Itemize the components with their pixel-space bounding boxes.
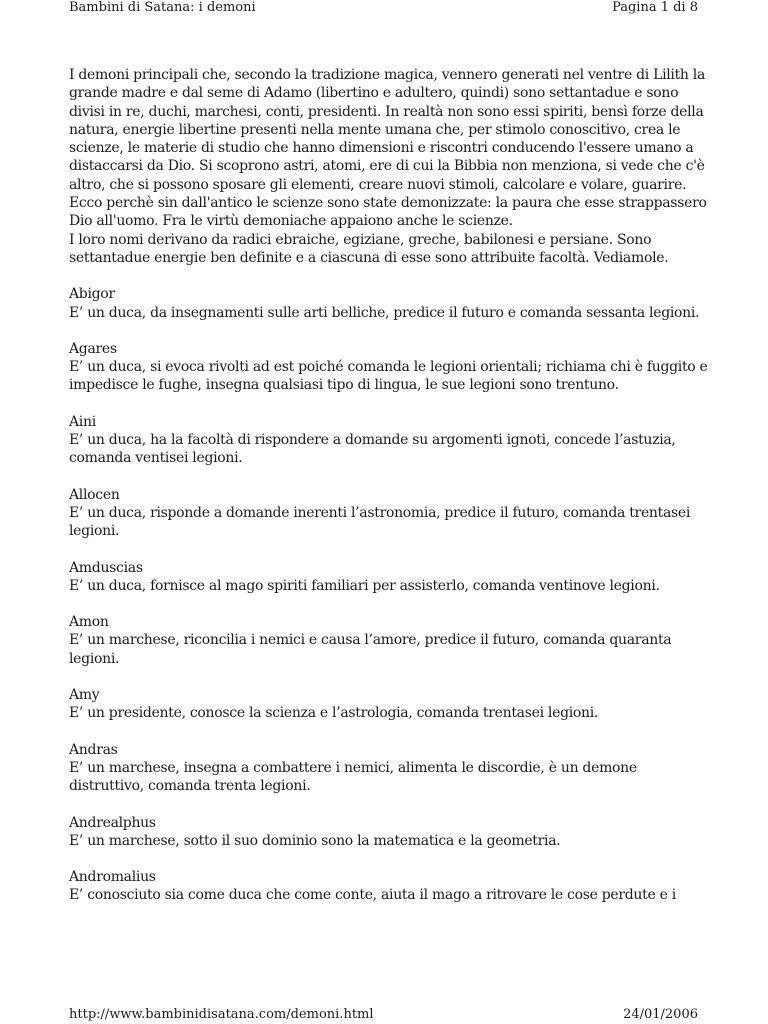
page-header xyxy=(69,0,698,16)
page-number: Pagina 1 di 8 xyxy=(612,0,698,15)
intro-paragraph: I loro nomi derivano da radici ebraiche, egiziane, greche, babilonesi e persiane. Sono settantadue energie ben definite e a ciascuna di esse sono attribuite facoltà. Vediamole. xyxy=(69,231,669,266)
demon-name: Aini xyxy=(69,413,96,430)
demon-description: E’ un duca, ha la facoltà di rispondere a domande su argomenti ignoti, concede l’astuzia, comanda ventisei legioni. xyxy=(69,432,676,467)
demon-entry xyxy=(69,741,709,796)
demon-name: Allocen xyxy=(69,486,120,503)
demon-name: Andrealphus xyxy=(69,814,156,831)
demon-description: E’ un duca, risponde a domande inerenti l’astronomia, predice il futuro, comanda trentasei legioni. xyxy=(69,504,691,540)
demon-description: E’ un marchese, insegna a combattere i nemici, alimenta le discordie, è un demone distruttivo, comanda trenta legioni. xyxy=(69,759,637,795)
page-footer xyxy=(69,1007,698,1023)
demon-description: E’ un presidente, conosce la scienza e l’astrologia, comanda trentasei legioni. xyxy=(69,705,599,722)
demon-description: E’ un marchese, riconcilia i nemici e causa l’amore, predice il futuro, comanda quaranta legioni. xyxy=(69,632,672,667)
demon-description: E’ un duca, si evoca rivolti ad est poiché comanda le legioni orientali; richiama chi è fuggito e impedisce le fughe, insegna qualsiasi tipo di lingua, le sue legioni sono trentuno. xyxy=(69,359,708,394)
intro-paragraph: I demoni principali che, secondo la tradizione magica, vennero generati nel ventre di Lilith la grande madre e dal seme di Adamo (libertino e adultero, quindi) sono settantadue e sono divisi in re, duchi, marchesi, conti, presidenti. In realtà non sono essi spiriti, bensì forze della natura, energie libertine presenti nella mente umana che, per stimolo conoscitivo, crea le scienze, le materie di studio che hanno dimensioni e riscontri conducendo l'essere umano a distaccarsi da Dio. Si scoprono astri, atomi, ere di cui la Bibbia non menziona, si vede che c'è altro, che si possono sposare gli elementi, creare nuovi stimoli, calcolare e volare, guarire. Ecco perchè sin dall'antico le scienze sono state demonizzate: la paura che esse strappassero Dio all'uomo. Fra le virtù demoniache appaiono anche le scienze. xyxy=(69,67,707,230)
demon-description: E’ un duca, fornisce al mago spiriti familiari per assisterlo, comanda ventinove legioni. xyxy=(69,577,660,594)
demon-name: Andras xyxy=(69,741,118,758)
demon-name: Amduscias xyxy=(69,559,143,576)
demon-entry xyxy=(69,686,709,723)
demon-name: Amy xyxy=(69,687,100,704)
document-title: Bambini di Satana: i demoni xyxy=(69,0,256,15)
demon-name: Abigor xyxy=(69,286,115,303)
demon-entry xyxy=(69,285,709,322)
demon-entry xyxy=(69,868,709,905)
source-url[interactable]: http://www.bambinidisatana.com/demoni.html xyxy=(69,1007,374,1022)
demon-description: E’ conosciuto sia come duca che come conte, aiuta il mago a ritrovare le cose perdute e i xyxy=(69,887,676,904)
demon-entry xyxy=(69,413,709,468)
intro-section xyxy=(69,66,709,267)
demon-entry xyxy=(69,814,709,851)
demon-description: E’ un marchese, sotto il suo dominio sono la matematica e la geometria. xyxy=(69,832,561,849)
demon-name: Agares xyxy=(69,340,117,357)
document-body xyxy=(69,66,709,923)
demon-name: Andromalius xyxy=(69,869,156,886)
print-date: 24/01/2006 xyxy=(623,1007,698,1022)
demon-entry xyxy=(69,340,709,395)
demon-entry xyxy=(69,613,709,668)
demon-entry xyxy=(69,559,709,596)
demon-name: Amon xyxy=(69,614,109,631)
demon-description: E’ un duca, da insegnamenti sulle arti belliche, predice il futuro e comanda sessanta legioni. xyxy=(69,304,700,321)
demon-entry xyxy=(69,486,709,541)
